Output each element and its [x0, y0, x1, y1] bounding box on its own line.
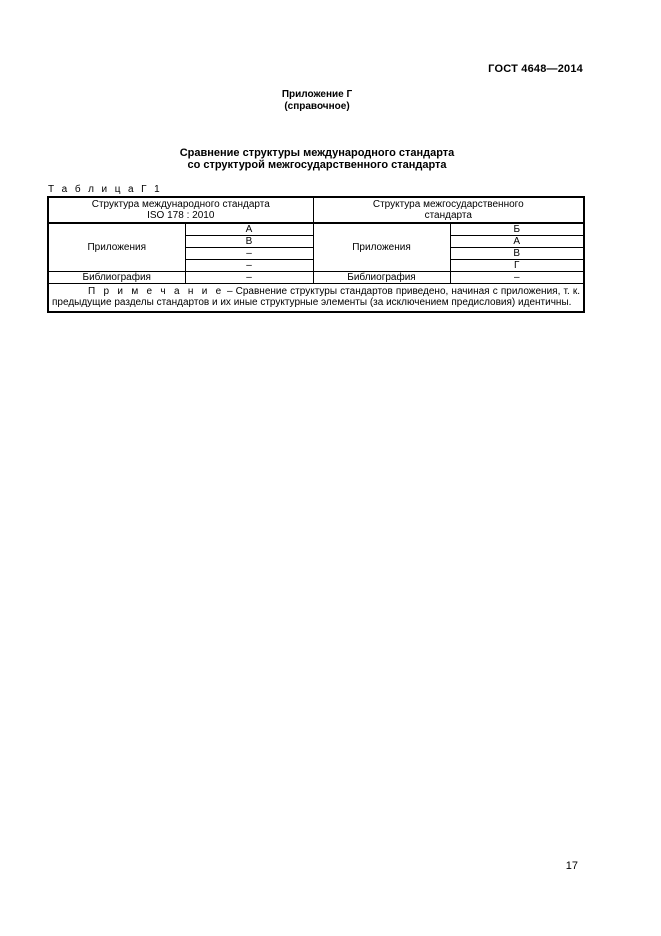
annex-intl-cell: A — [185, 223, 313, 236]
comparison-table — [47, 196, 585, 313]
section-label-international: Приложения — [48, 223, 185, 272]
annex-intl-cell: B — [185, 236, 313, 248]
bibliography-label-interstate: Библиография — [313, 272, 450, 284]
bibliography-value-interstate: – — [450, 272, 584, 284]
section-heading — [0, 147, 634, 171]
header-interstate-line-1: Структура межгосударственного — [372, 199, 524, 210]
standard-code: ГОСТ 4648—2014 — [488, 63, 583, 75]
header-international-line-2: ISO 178 : 2010 — [147, 210, 215, 221]
page-number: 17 — [565, 860, 578, 872]
annex-title — [0, 89, 634, 113]
bibliography-value-international: – — [185, 272, 313, 284]
annex-interstate-cell: Г — [450, 260, 584, 272]
section-label-interstate: Приложения — [313, 223, 450, 272]
heading-line-1: Сравнение структуры международного стандарта — [179, 147, 455, 159]
table-note — [48, 284, 584, 313]
header-interstate — [313, 197, 584, 223]
table-row — [48, 223, 584, 236]
note-label: П р и м е ч а н и е — [88, 286, 224, 297]
table-caption: Т а б л и ц а Г 1 — [48, 184, 163, 195]
annex-subtitle: (справочное) — [284, 101, 350, 112]
annex-interstate-cell: Б — [450, 223, 584, 236]
annex-interstate-cell: В — [450, 248, 584, 260]
annex-title-line: Приложение Г — [281, 89, 353, 100]
bibliography-label-international: Библиография — [48, 272, 185, 284]
annex-intl-cell: – — [185, 248, 313, 260]
note-row — [48, 284, 584, 313]
header-international-line-1: Структура международного стандарта — [91, 199, 270, 210]
table-header-row — [48, 197, 584, 223]
note-text: – Сравнение структуры стандартов приведено, начиная с приложения, т. к. предыдущие разделы стандартов и их иные структурные элементы (за исключением предисловия) идентичны. — [52, 286, 581, 308]
header-international — [48, 197, 313, 223]
heading-line-2: со структурой межгосударственного стандарта — [187, 159, 447, 171]
annex-intl-cell: – — [185, 260, 313, 272]
annex-interstate-cell: А — [450, 236, 584, 248]
bibliography-row — [48, 272, 584, 284]
header-interstate-line-2: стандарта — [424, 210, 472, 221]
